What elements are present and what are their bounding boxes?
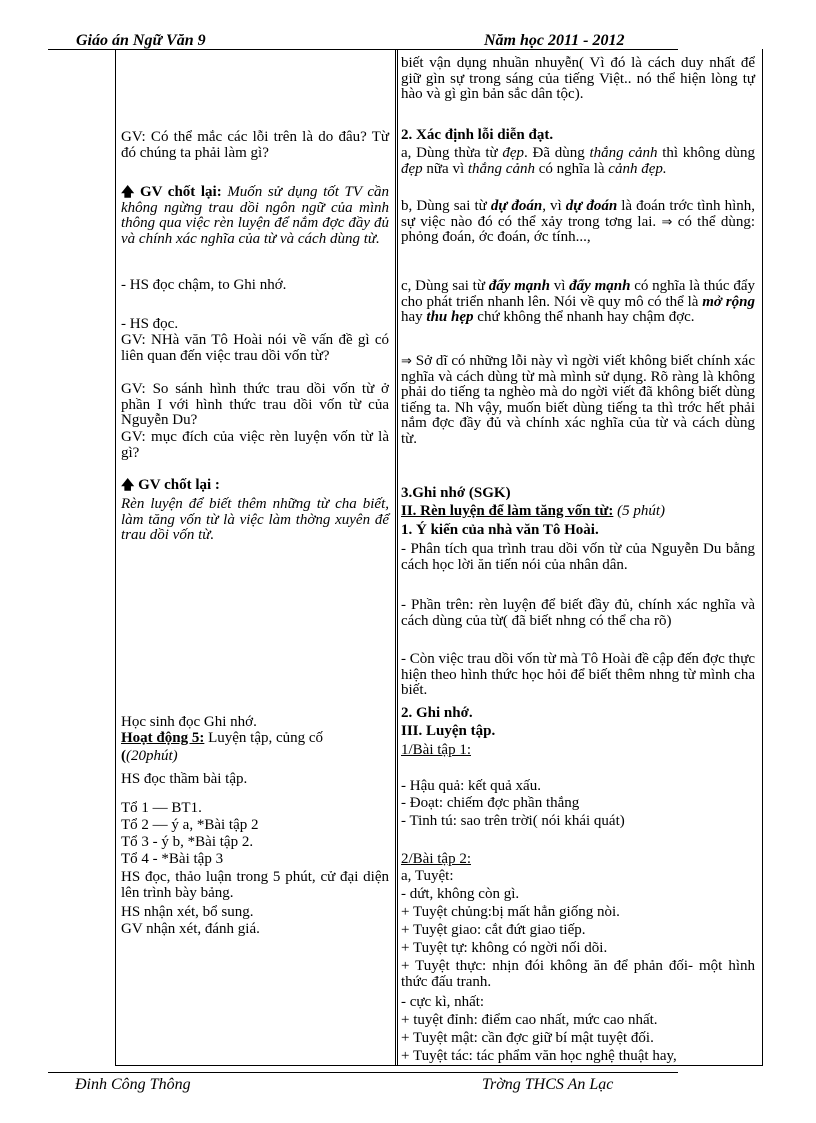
to-hoai-c: - Còn việc trau dồi vốn từ mà Tô Hoài đề cập đến đợc thực hiện theo hình thức học hỏi để biết thêm nhng từ mình cha biết. — [401, 651, 755, 698]
column-divider — [395, 49, 398, 1066]
group-2: Tổ 2 — ý a, *Bài tập 2 — [121, 817, 259, 833]
conclusion-paragraph: ⇒ Sở dĩ có những lỗi này vì ngời viết không biết chính xác nghĩa và cách dùng từ mà mình sử dụng. Rõ ràng là không phải do tiếng ta nghèo mà do ngời viết đã không biết dùng tiếng ta. Nh vậy, muốn biết dùng tiếng ta thì trớc hết phải nắm đợc đầy đủ và chính xác nghĩa của từ và cách dùng từ. — [401, 353, 755, 447]
note-3: 3.Ghi nhớ (SGK) — [401, 485, 511, 501]
activity-5-time: ((20phút) — [121, 748, 178, 764]
exercise-2-i: + Tuyệt mật: cần đợc giữ bí mật tuyệt đối. — [401, 1030, 654, 1046]
hs-read-1: - HS đọc chậm, to Ghi nhớ. — [121, 277, 287, 293]
exercise-2-c: + Tuyệt chủng:bị mất hẳn giống nòi. — [401, 904, 620, 920]
conclusion-label: GV chốt lại: — [139, 184, 222, 200]
section-iii-title: III. Luyện tập. — [401, 723, 496, 739]
exercise-2-title: 2/Bài tập 2: — [401, 851, 471, 867]
footer-school: Trờng THCS An Lạc — [482, 1076, 614, 1093]
to-hoai-a: - Phân tích qua trình trau dồi vốn từ của Nguyễn Du bằng cách học lời ăn tiến nói của nhân dân. — [401, 541, 755, 573]
conclusion-label: GV chốt lại : — [138, 477, 220, 493]
hs-discussion: HS đọc, thảo luận trong 5 phút, cử đại diện lên trình bày bảng. — [121, 869, 389, 901]
question-1: GV: Có thể mắc các lỗi trên là do đâu? Từ đó chúng ta phải làm gì? — [121, 129, 389, 161]
question-4: GV: mục đích của việc rèn luyện vốn từ là gì? — [121, 429, 389, 461]
double-arrow-right-icon: ⇒ — [661, 214, 673, 230]
conclusion-text: Muốn sử dụng tốt TV cần không ngừng trau dồi ngôn ngữ của mình thông qua việc rèn luyện để nắm đợc đầy đủ và chính xác nghĩa của từ và cách dùng từ. — [121, 184, 390, 247]
error-a: a, Dùng thừa từ đẹp. Đã dùng thắng cảnh thì không dùng đẹp nữa vì thắng cảnh có nghĩa là cảnh đẹp. — [401, 145, 755, 177]
exercise-2-d: + Tuyệt giao: cắt đứt giao tiếp. — [401, 922, 586, 938]
footer-author: Đinh Công Thông — [75, 1076, 191, 1093]
footer-rule — [48, 1072, 678, 1073]
double-arrow-right-icon: ⇒ — [401, 354, 412, 369]
question-2: GV: NHà văn Tô Hoài nói về vấn đề gì có liên quan đến việc trau dồi vốn từ? — [121, 332, 389, 364]
group-1: Tổ 1 — BT1. — [121, 800, 202, 816]
exercise-1-c: - Tinh tú: sao trên trời( nói khái quát) — [401, 813, 625, 829]
header-subject: Giáo án Ngữ Văn 9 — [76, 32, 206, 49]
gv-conclusion-1 — [121, 185, 389, 247]
exercise-2-f: + Tuyệt thực: nhịn đói không ăn để phản đối- một hình thức đấu tranh. — [401, 958, 755, 990]
error-b: b, Dùng sai từ dự đoán, vì dự đoán là đoán trớc tình hình, sự việc nào đó có thể xảy trong tơng lai. ⇒ có thể dùng: phỏng đoán, ớc đoán, ớc tính..., — [401, 198, 755, 245]
exercise-2-g: - cực kì, nhất: — [401, 994, 485, 1010]
group-3: Tổ 3 - ý b, *Bài tập 2. — [121, 834, 254, 850]
hs-read-3: Học sinh đọc Ghi nhớ. — [121, 714, 257, 730]
exercise-2-j: + Tuyệt tác: tác phẩm văn học nghệ thuật hay, — [401, 1048, 677, 1064]
activity-label: Hoạt động 5: — [121, 730, 205, 746]
hs-read-4: HS đọc thầm bài tập. — [121, 771, 248, 787]
exercise-1-b: - Đoạt: chiếm đợc phần thắng — [401, 795, 580, 811]
hs-review: HS nhận xét, bổ sung. — [121, 904, 254, 920]
to-hoai-title: 1. Ý kiến của nhà văn Tô Hoài. — [401, 522, 599, 538]
intro-paragraph: biết vận dụng nhuần nhuyễn( Vì đó là cách duy nhất để giữ gìn sự trong sáng của tiếng Việt.. nó thể hiện lòng tự hào và gì gìn bản sắc dân tộc). — [401, 55, 755, 102]
gv-conclusion-2-label — [121, 478, 389, 494]
header-year: Năm học 2011 - 2012 — [484, 32, 625, 49]
exercise-2-a: a, Tuyệt: — [401, 868, 454, 884]
arrow-up-icon: 🡅 — [121, 185, 135, 200]
exercise-2-e: + Tuyệt tự: không có ngời nối dõi. — [401, 940, 608, 956]
section-ii-title: II. Rèn luyện để làm tăng vốn từ: (5 phút) — [401, 503, 666, 519]
exercise-1-a: - Hậu quả: kết quả xấu. — [401, 778, 541, 794]
note-2: 2. Ghi nhớ. — [401, 705, 473, 721]
arrow-up-icon: 🡅 — [121, 478, 135, 493]
group-4: Tổ 4 - *Bài tập 3 — [121, 851, 224, 867]
exercise-2-h: + tuyệt đỉnh: điểm cao nhất, mức cao nhất. — [401, 1012, 658, 1028]
gv-conclusion-2-text: Rèn luyện để biết thêm những từ cha biết, làm tăng vốn từ là việc làm thờng xuyên để trau dồi vốn từ. — [121, 496, 389, 543]
activity-5: Hoạt động 5: Luyện tập, củng cố — [121, 730, 324, 746]
exercise-1-title: 1/Bài tập 1: — [401, 742, 471, 758]
to-hoai-b: - Phần trên: rèn luyện để biết đầy đủ, chính xác nghĩa và cách dùng của từ( đã biết nhng có thể cha rõ) — [401, 597, 755, 629]
question-3: GV: So sánh hình thức trau dồi vốn từ ở phần I với hình thức trau dồi vốn từ của Nguyễn Du? — [121, 381, 389, 428]
section-2-title: 2. Xác định lỗi diễn đạt. — [401, 127, 554, 143]
error-c: c, Dùng sai từ đẩy mạnh vì đẩy mạnh có nghĩa là thúc đẩy cho phát triển nhanh lên. Nói về quy mô có thể là mở rộng hay thu hẹp chứ không thể nhanh hay chậm đợc. — [401, 278, 755, 325]
exercise-2-b: - dứt, không còn gì. — [401, 886, 520, 902]
gv-review: GV nhận xét, đánh giá. — [121, 921, 260, 937]
hs-read-2: - HS đọc. — [121, 316, 179, 332]
